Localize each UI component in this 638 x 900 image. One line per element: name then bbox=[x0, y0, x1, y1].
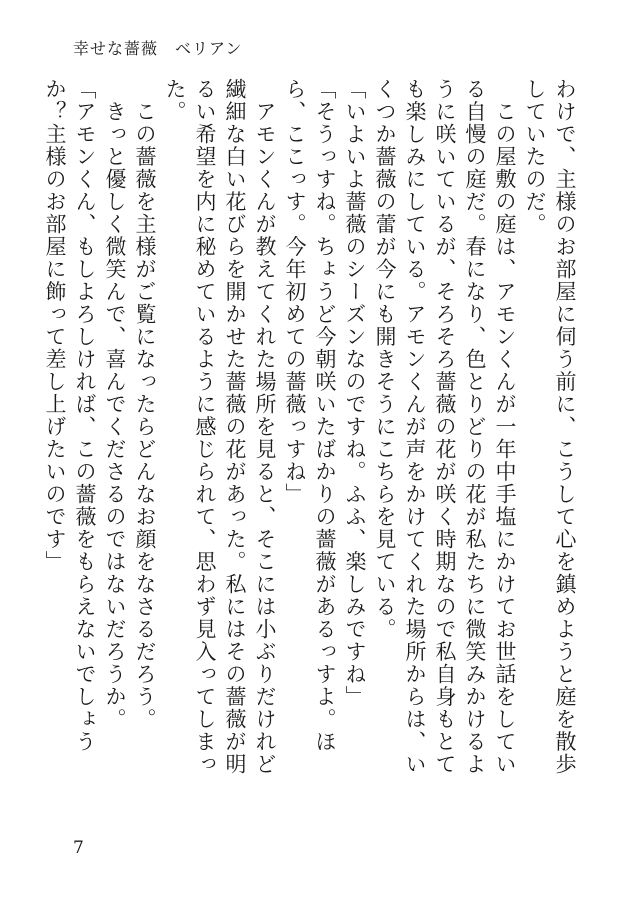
dialogue-line: 「いよいよ薔薇のシーズンなのですね。ふふ、楽しみですね」 bbox=[343, 78, 367, 708]
paragraph: この薔薇を主様がご覧になったらどんなお顔をなさるだろう。 bbox=[133, 78, 157, 731]
paragraph: きっと優しく微笑んで、喜んでくださるのではないだろうか。 bbox=[103, 78, 127, 731]
vertical-body-text bbox=[40, 78, 580, 778]
running-head: 幸せな薔薇 ベリアン bbox=[73, 39, 243, 58]
page-number: 7 bbox=[73, 838, 84, 858]
paragraph: わけで、主様のお部屋に伺う前に、こうして心を鎮めようと庭を散歩していたのだ。 bbox=[523, 78, 577, 776]
paragraph: アモンくんが教えてくれた場所を見ると、そこには小ぶりだけれど繊細な白い花びらを開かせた薔薇の花があった。私にはその薔薇が明るい希望を内に秘めているように感じられて、思わず見入ってしまった。 bbox=[163, 78, 277, 776]
paragraph: この屋敷の庭は、アモンくんが一年中手塩にかけてお世話をしている自慢の庭だ。春になり、色とりどりの花が私たちに微笑みかけるように咲いているが、そろそろ薔薇の花が咲く時期なので私自身もとても楽しみにしている。アモンくんが声をかけてくれた場所からは、いくつか薔薇の蕾が今にも開きそうにこちらを見ている。 bbox=[373, 78, 517, 776]
dialogue-line: 「そうっすね。ちょうど今朝咲いたばかりの薔薇があるっすよ。ほら、ここっす。今年初めての薔薇っすね」 bbox=[283, 78, 337, 753]
dialogue-line: 「アモンくん、もしよろしければ、この薔薇をもらえないでしょうか？主様のお部屋に飾って差し上げたいのです」 bbox=[43, 78, 97, 753]
